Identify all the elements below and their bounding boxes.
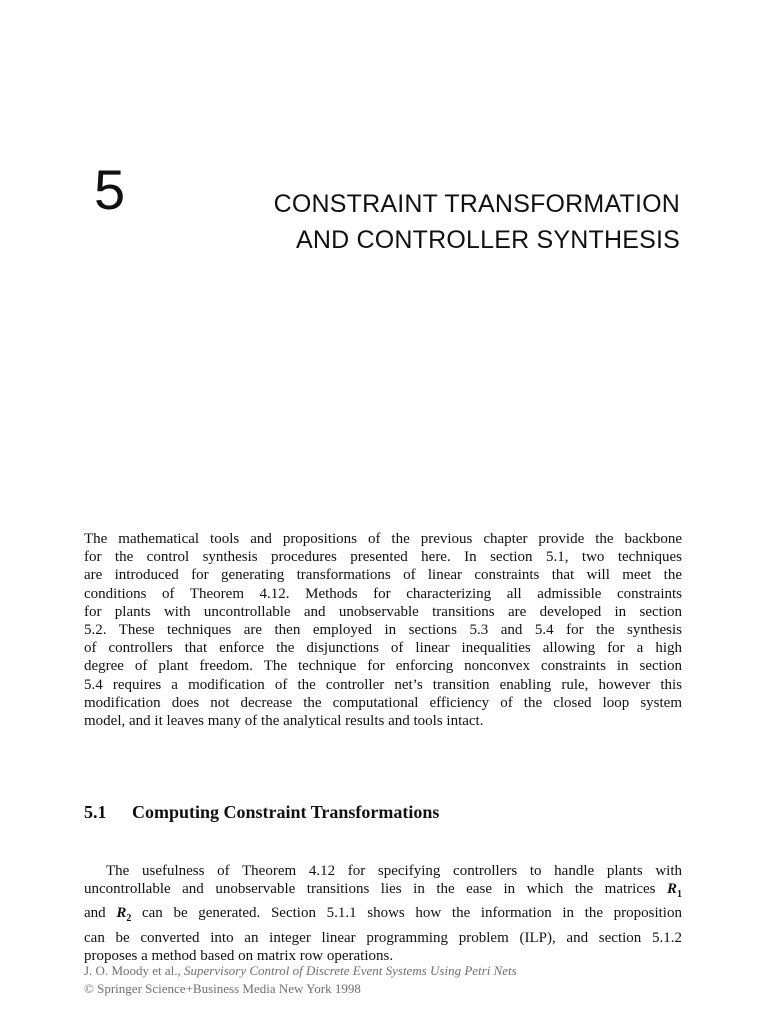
intro-paragraph xyxy=(84,530,682,730)
citation-book-title: Supervisory Control of Discrete Event Systems Using Petri Nets xyxy=(184,963,517,978)
intro-line: degree of plant freedom. The technique for enforcing nonconvex constraints in section xyxy=(84,658,682,675)
paragraph-line xyxy=(84,880,682,904)
section-paragraph xyxy=(84,862,682,965)
paragraph-text: and xyxy=(84,905,117,922)
section-title: Computing Constraint Transformations xyxy=(132,802,440,822)
intro-line: modification does not decrease the computational efficiency of the closed loop system xyxy=(84,694,682,711)
paragraph-line xyxy=(84,904,682,928)
citation-authors: J. O. Moody et al., xyxy=(84,963,185,978)
paragraph-text: can be generated. Section 5.1.1 shows how the information in the proposition xyxy=(131,905,682,922)
intro-line: model, and it leaves many of the analytical results and tools intact. xyxy=(84,713,484,730)
intro-line: conditions of Theorem 4.12. Methods for characterizing all admissible constraints xyxy=(84,585,682,602)
intro-line: for the control synthesis procedures presented here. In section 5.1, two techniques xyxy=(84,549,682,566)
chapter-title-line-2: AND CONTROLLER SYNTHESIS xyxy=(295,226,680,254)
citation-line xyxy=(84,962,517,980)
section-heading xyxy=(84,800,439,824)
intro-line: 5.2. These techniques are then employed in sections 5.3 and 5.4 for the synthesis xyxy=(84,622,682,639)
chapter-title-line-1: CONSTRAINT TRANSFORMATION xyxy=(273,190,680,218)
paragraph-line: The usefulness of Theorem 4.12 for specifying controllers to handle plants with xyxy=(106,863,682,879)
intro-line: 5.4 requires a modification of the controller net’s transition enabling rule, however this xyxy=(84,676,682,693)
intro-line: are introduced for generating transformations of linear constraints that will meet the xyxy=(84,567,682,584)
paragraph-text: uncontrollable and unobservable transitions lies in the ease in which the matrices xyxy=(84,881,667,898)
page-footer xyxy=(84,962,517,998)
chapter-title xyxy=(274,186,680,258)
copyright-line: © Springer Science+Business Media New York 1998 xyxy=(84,981,361,996)
paragraph-line: can be converted into an integer linear programming problem (ILP), and section 5.1.2 xyxy=(84,929,682,946)
section-number: 5.1 xyxy=(84,802,107,822)
intro-line: The mathematical tools and propositions of the previous chapter provide the backbone xyxy=(84,531,682,547)
intro-line: of controllers that enforce the disjunctions of linear inequalities allowing for a high xyxy=(84,640,682,657)
intro-line: for plants with uncontrollable and unobservable transitions are developed in section xyxy=(84,603,682,620)
matrix-symbol-r2: R xyxy=(116,905,127,922)
paragraph-line: proposes a method based on matrix row operations. xyxy=(84,947,394,964)
chapter-number: 5 xyxy=(94,158,126,221)
matrix-subscript: 1 xyxy=(677,889,682,901)
matrix-subscript: 2 xyxy=(126,913,132,925)
matrix-symbol-r1: R xyxy=(666,881,677,898)
